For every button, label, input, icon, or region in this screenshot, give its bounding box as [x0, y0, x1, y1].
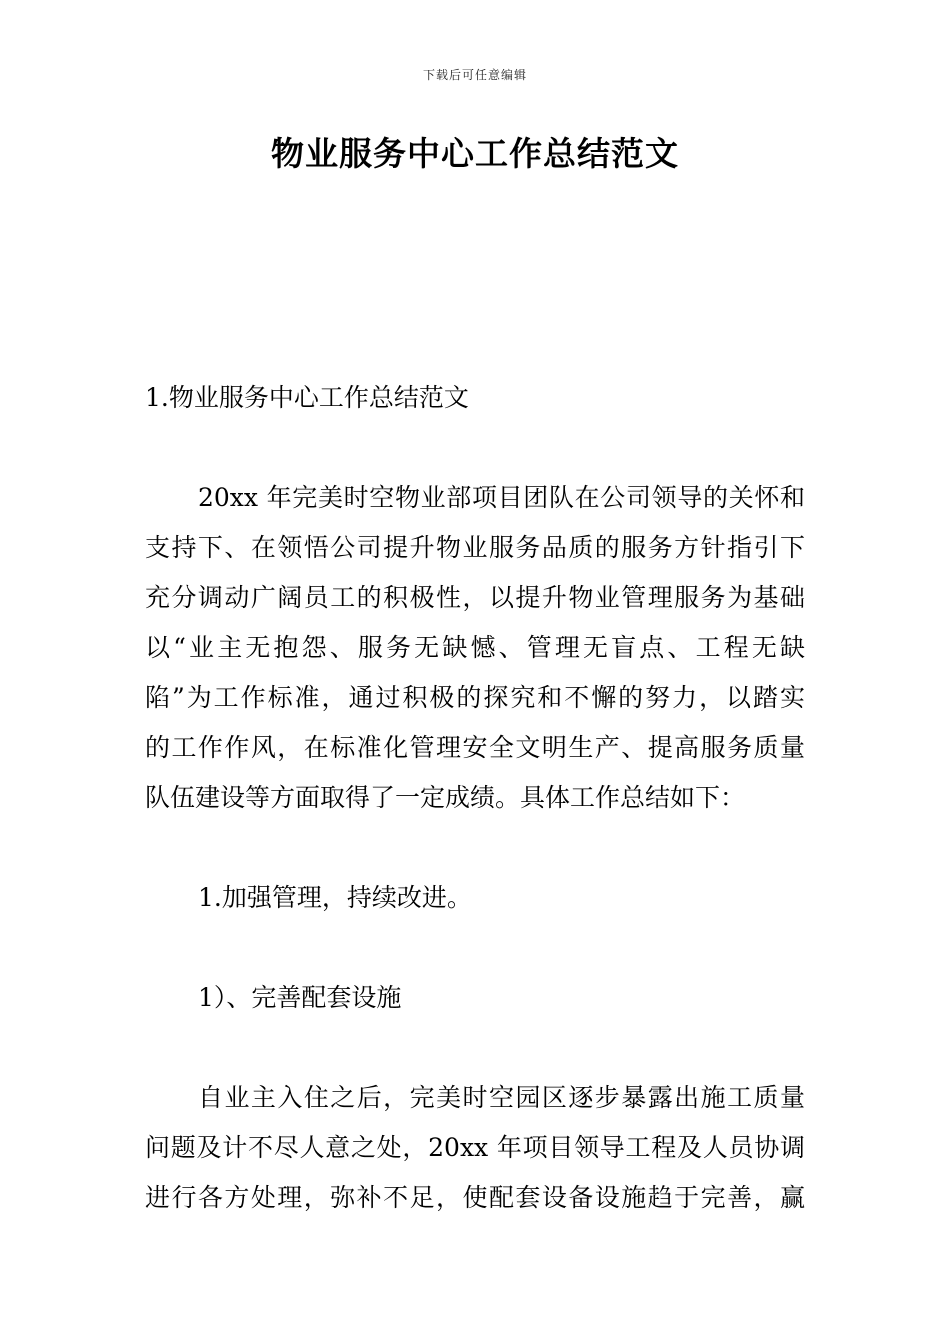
page-title: 物业服务中心工作总结范文 [271, 134, 679, 173]
item-heading: 1.加强管理，持续改进。 [198, 883, 472, 912]
paragraph-line: 自业主入住之后，完美时空园区逐步暴露出施工质量 [198, 1083, 805, 1112]
section-heading: 1.物业服务中心工作总结范文 [145, 383, 469, 412]
paragraph-line: 进行各方处理，弥补不足，使配套设备设施趋于完善，赢 [145, 1183, 805, 1212]
header-note: 下载后可任意编辑 [422, 68, 527, 82]
paragraph-line: 以“业主无抱怨、服务无缺憾、管理无盲点、工程无缺 [145, 633, 805, 662]
sub-heading: 1）、完善配套设施 [198, 983, 402, 1012]
paragraph-line: 的工作作风，在标准化管理安全文明生产、提高服务质量 [145, 733, 805, 762]
paragraph-line: 陷”为工作标准，通过积极的探究和不懈的努力，以踏实 [145, 683, 805, 712]
paragraph-line: 问题及计不尽人意之处，20xx 年项目领导工程及人员协调 [145, 1133, 805, 1162]
paragraph-line: 队伍建设等方面取得了一定成绩。具体工作总结如下： [145, 783, 746, 812]
paragraph-line: 充分调动广阔员工的积极性，以提升物业管理服务为基础 [145, 583, 805, 612]
paragraph-line: 支持下、在领悟公司提升物业服务品质的服务方针指引下 [145, 533, 805, 562]
paragraph-line: 20xx 年完美时空物业部项目团队在公司领导的关怀和 [198, 483, 805, 512]
